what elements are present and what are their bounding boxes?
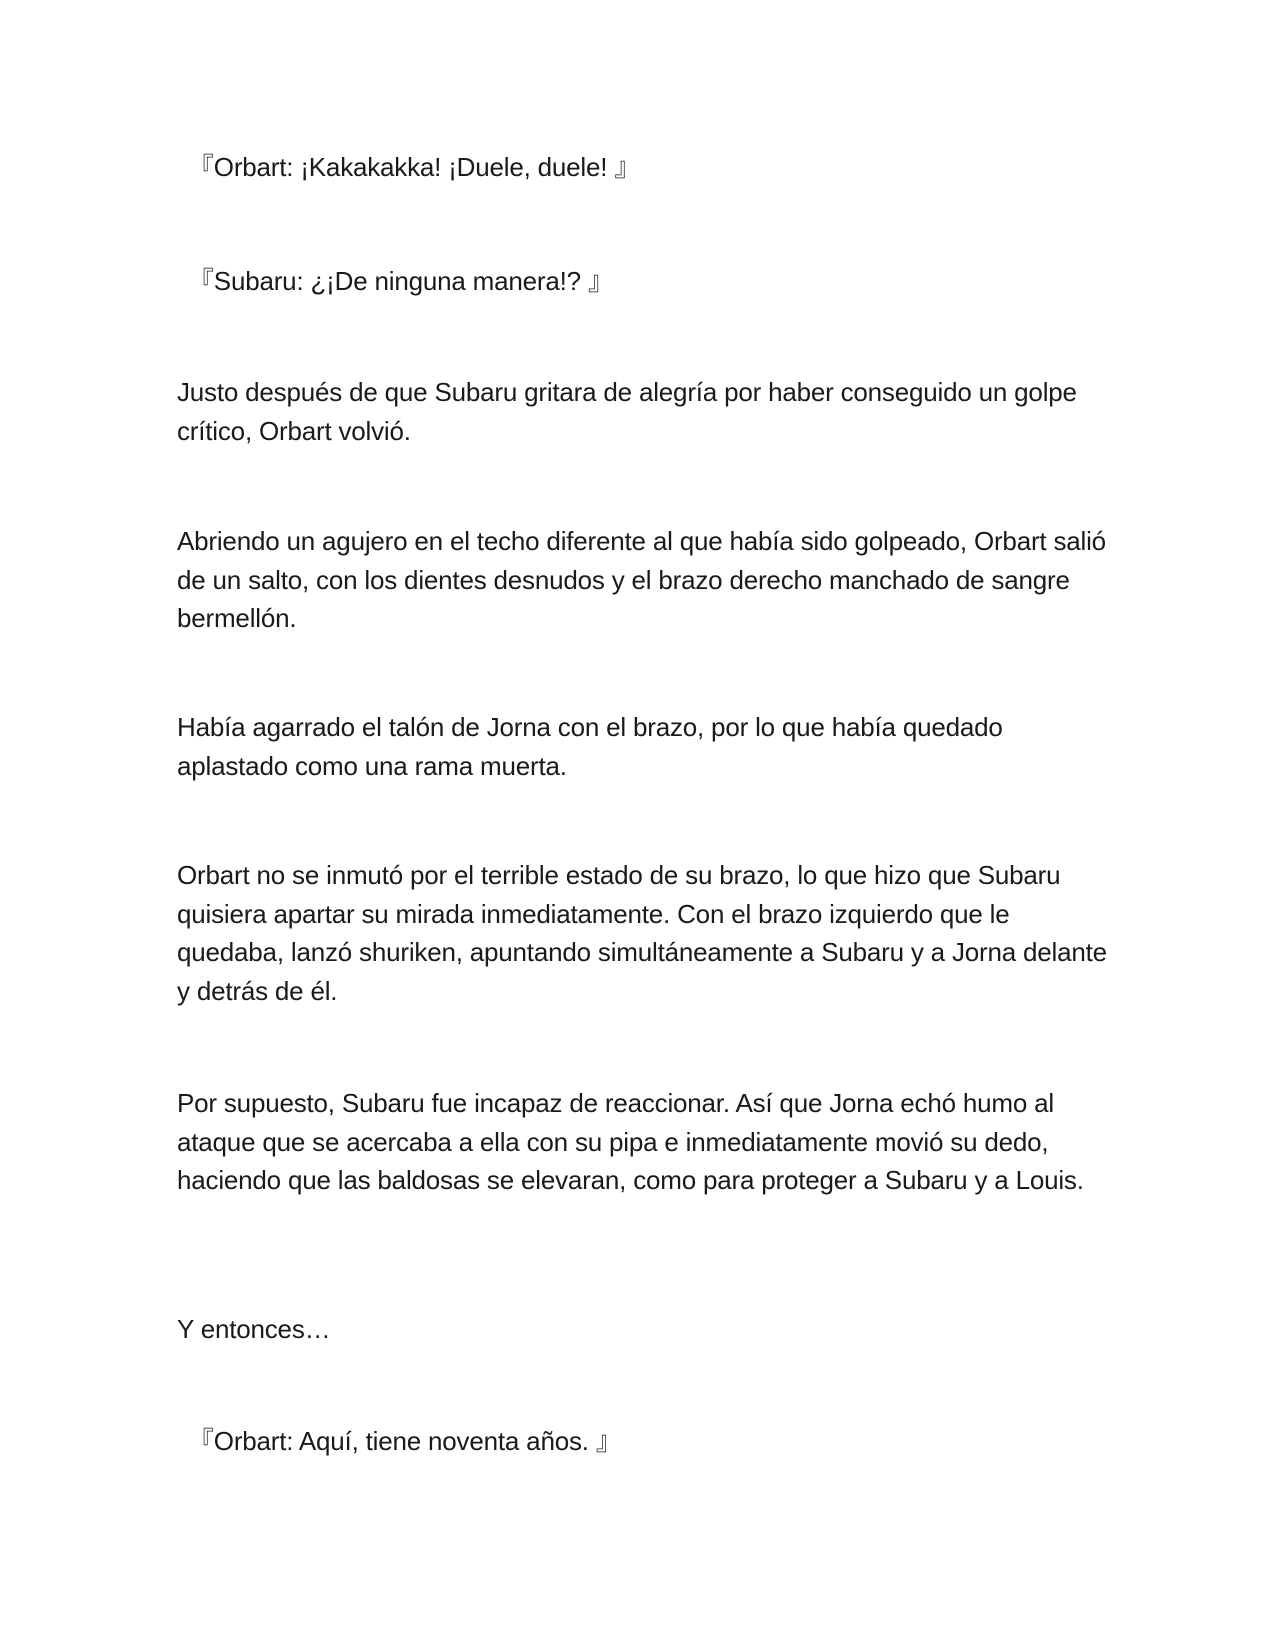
- paragraph: Orbart no se inmutó por el terrible estado de su brazo, lo que hizo que Subaru quisiera apartar su mirada inmediatamente. Con el brazo izquierdo que le quedaba, lanzó shuriken, apuntando simultáneamente a Subaru y a Jorna delante y detrás de él.: [177, 860, 1107, 1006]
- dialogue-line: 『Subaru: ¿¡De ninguna manera!? 』: [188, 266, 614, 296]
- paragraph: Abriendo un agujero en el techo diferente al que había sido golpeado, Orbart salió de un salto, con los dientes desnudos y el brazo derecho manchado de sangre bermellón.: [177, 526, 1106, 633]
- paragraph: Y entonces…: [177, 1314, 331, 1344]
- dialogue-line: 『Orbart: ¡Kakakakka! ¡Duele, duele! 』: [188, 152, 641, 182]
- paragraph: Justo después de que Subaru gritara de alegría por haber conseguido un golpe crítico, Orbart volvió.: [177, 377, 1077, 446]
- paragraph: Por supuesto, Subaru fue incapaz de reaccionar. Así que Jorna echó humo al ataque que se acercaba a ella con su pipa e inmediatamente movió su dedo, haciendo que las baldosas se elevaran, como para proteger a Subaru y a Louis.: [177, 1088, 1084, 1195]
- paragraph: Había agarrado el talón de Jorna con el brazo, por lo que había quedado aplastado como una rama muerta.: [177, 712, 1003, 781]
- dialogue-line: 『Orbart: Aquí, tiene noventa años. 』: [188, 1426, 622, 1456]
